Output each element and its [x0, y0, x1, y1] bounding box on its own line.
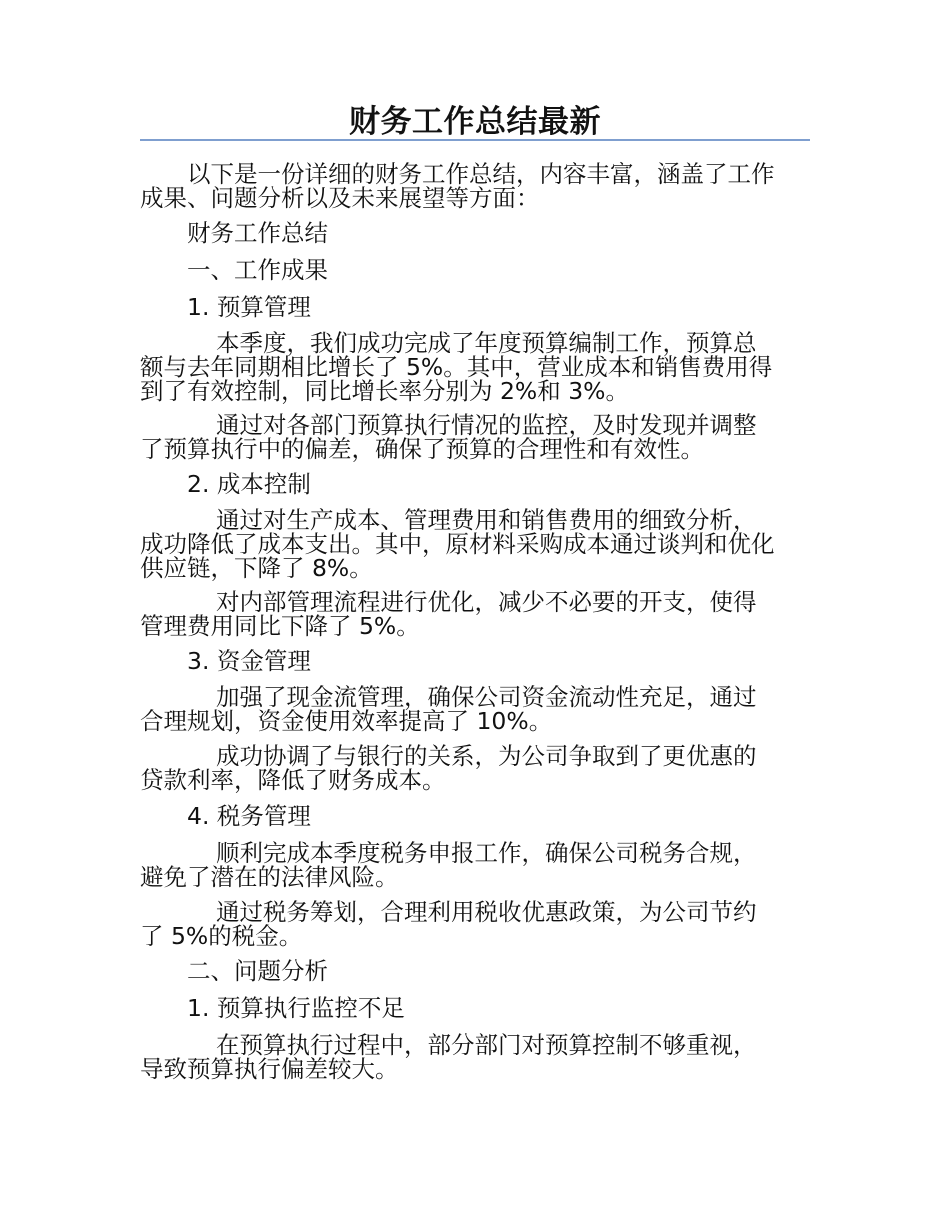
- paragraph-line: 通过对各部门预算执行情况的监控，及时发现并调整: [216, 411, 757, 439]
- section2-heading: 二、问题分析: [187, 957, 328, 985]
- document-title: 财务工作总结最新: [349, 104, 601, 140]
- intro-line-2: 成果、问题分析以及未来展望等方面：: [140, 184, 540, 212]
- sub2-paragraph-1: [140, 508, 812, 580]
- paragraph-line: 在预算执行过程中，部分部门对预算控制不够重视，: [216, 1031, 757, 1059]
- paragraph-line: 了 5%的税金。: [140, 922, 303, 950]
- paragraph-line: 避免了潜在的法律风险。: [140, 863, 399, 891]
- paragraph-line: 合理规划，资金使用效率提高了 10%。: [140, 707, 553, 735]
- paragraph-line: 了预算执行中的偏差，确保了预算的合理性和有效性。: [140, 435, 704, 463]
- sub1-paragraph-1: [140, 331, 812, 403]
- paragraph-line: 到了有效控制，同比增长率分别为 2%和 3%。: [140, 377, 630, 405]
- paragraph-line: 导致预算执行偏差较大。: [140, 1055, 399, 1083]
- heading-main: 财务工作总结: [187, 219, 328, 247]
- section2-sub1-paragraph-1: [140, 1033, 812, 1081]
- paragraph-line: 通过税务筹划，合理利用税收优惠政策，为公司节约: [216, 898, 757, 926]
- section1-heading: 一、工作成果: [187, 256, 328, 284]
- sub4-paragraph-2: [140, 900, 812, 948]
- paragraph-line: 加强了现金流管理，确保公司资金流动性充足，通过: [216, 683, 757, 711]
- sub3-heading: 3. 资金管理: [187, 647, 311, 675]
- title-underline: [140, 139, 810, 141]
- paragraph-line: 顺利完成本季度税务申报工作，确保公司税务合规，: [216, 839, 757, 867]
- sub4-paragraph-1: [140, 841, 812, 889]
- sub4-heading: 4. 税务管理: [187, 802, 311, 830]
- paragraph-line: 成功降低了成本支出。其中，原材料采购成本通过谈判和优化: [140, 530, 775, 558]
- sub1-paragraph-2: [140, 413, 812, 461]
- paragraph-line: 供应链，下降了 8%。: [140, 554, 373, 582]
- paragraph-line: 额与去年同期相比增长了 5%。其中，营业成本和销售费用得: [140, 353, 773, 381]
- paragraph-line: 管理费用同比下降了 5%。: [140, 612, 420, 640]
- paragraph-line: 通过对生产成本、管理费用和销售费用的细致分析，: [216, 506, 757, 534]
- sub2-paragraph-2: [140, 590, 812, 638]
- intro-paragraph: [140, 162, 812, 210]
- paragraph-line: 贷款利率，降低了财务成本。: [140, 766, 446, 794]
- paragraph-line: 对内部管理流程进行优化，减少不必要的开支，使得: [216, 588, 757, 616]
- paragraph-line: 成功协调了与银行的关系，为公司争取到了更优惠的: [216, 742, 757, 770]
- intro-line-1: 以下是一份详细的财务工作总结，内容丰富，涵盖了工作: [187, 160, 775, 188]
- sub3-paragraph-1: [140, 685, 812, 733]
- sub3-paragraph-2: [140, 744, 812, 792]
- paragraph-line: 本季度，我们成功完成了年度预算编制工作，预算总: [216, 329, 757, 357]
- sub2-heading: 2. 成本控制: [187, 470, 311, 498]
- sub1-heading: 1. 预算管理: [187, 293, 311, 321]
- section2-sub1-heading: 1. 预算执行监控不足: [187, 994, 405, 1022]
